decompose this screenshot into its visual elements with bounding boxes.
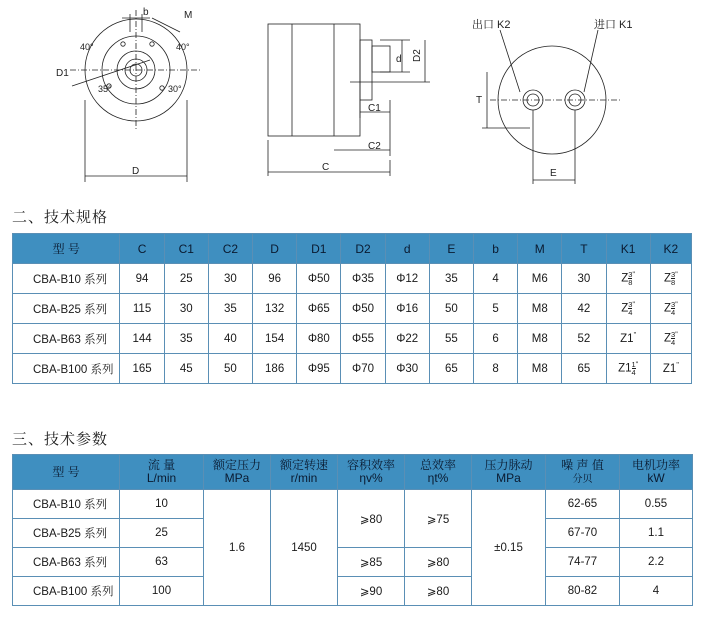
params-header-vol-eff: 容积效率 ηv% [338, 455, 405, 490]
spec-cell: Φ55 [341, 324, 385, 354]
params-power: 0.55 [620, 490, 693, 519]
params-header-pulsation: 压力脉动 MPa [472, 455, 546, 490]
spec-cell: 45 [164, 354, 208, 384]
spec-cell: 144 [120, 324, 164, 354]
label-small-d: d [396, 54, 402, 65]
params-model: CBA-B63 系列 [13, 548, 120, 577]
spec-row [13, 294, 692, 324]
spec-cell: Φ30 [385, 354, 429, 384]
spec-thread-k1: Z1" [606, 324, 650, 354]
spec-header-cell: K1 [606, 234, 650, 264]
spec-header-cell: K2 [650, 234, 691, 264]
label-m: M [184, 10, 193, 21]
params-total-eff: ⩾75 [405, 490, 472, 548]
params-power: 1.1 [620, 519, 693, 548]
spec-header-cell: M [518, 234, 562, 264]
side-view-drawing [268, 24, 430, 176]
label-angle-40-right: 40° [176, 42, 190, 52]
params-table [12, 454, 693, 606]
spec-header-cell: T [562, 234, 606, 264]
spec-table [12, 233, 692, 384]
spec-cell: 40 [208, 324, 252, 354]
spec-header-cell: C [120, 234, 164, 264]
spec-cell: M8 [518, 354, 562, 384]
spec-header-cell: d [385, 234, 429, 264]
spec-thread-k2: Z $\frac{3}{4}$ " [650, 324, 691, 354]
spec-cell: 35 [429, 264, 473, 294]
spec-cell: 115 [120, 294, 164, 324]
spec-row [13, 354, 692, 384]
params-rated-speed: 1450 [271, 490, 338, 606]
params-model: CBA-B100 系列 [13, 577, 120, 606]
label-outlet-k2: 出口 K2 [472, 19, 511, 31]
label-b: b [143, 7, 149, 18]
spec-cell: 96 [253, 264, 297, 294]
params-header-power: 电机功率 kW [620, 455, 693, 490]
label-d: D [132, 166, 140, 177]
spec-cell: Φ80 [297, 324, 341, 354]
label-e: E [550, 168, 557, 179]
params-flow: 100 [120, 577, 204, 606]
params-header-speed: 额定转速 r/min [271, 455, 338, 490]
spec-cell: M8 [518, 294, 562, 324]
label-d1: D1 [56, 68, 69, 79]
params-row [13, 548, 693, 577]
spec-cell: Φ22 [385, 324, 429, 354]
spec-cell: Φ35 [341, 264, 385, 294]
params-flow: 10 [120, 490, 204, 519]
spec-cell: M8 [518, 324, 562, 354]
params-power: 4 [620, 577, 693, 606]
spec-cell: 65 [562, 354, 606, 384]
port-view-drawing [482, 30, 620, 184]
spec-cell: Φ12 [385, 264, 429, 294]
spec-cell: Φ50 [297, 264, 341, 294]
spec-cell: 4 [473, 264, 517, 294]
section-title-specs: 二、技术规格 [12, 209, 109, 226]
spec-header-cell: D [253, 234, 297, 264]
spec-cell: 165 [120, 354, 164, 384]
spec-cell: 50 [429, 294, 473, 324]
spec-header-cell: D2 [341, 234, 385, 264]
spec-cell: 35 [164, 324, 208, 354]
params-header-total-eff: 总效率 ηt% [405, 455, 472, 490]
spec-cell: 8 [473, 354, 517, 384]
spec-cell: 6 [473, 324, 517, 354]
spec-cell: 186 [253, 354, 297, 384]
spec-cell: 65 [429, 354, 473, 384]
params-rated-pressure: 1.6 [204, 490, 271, 606]
front-view-drawing [70, 10, 200, 182]
label-angle-30: 30° [168, 84, 182, 94]
spec-header-row [13, 234, 692, 264]
params-total-eff: ⩾80 [405, 577, 472, 606]
params-vol-eff: ⩾85 [338, 548, 405, 577]
params-pulsation: ±0.15 [472, 490, 546, 606]
params-model: CBA-B25 系列 [13, 519, 120, 548]
spec-cell: 52 [562, 324, 606, 354]
spec-cell: 132 [253, 294, 297, 324]
params-header-pressure: 额定压力 MPa [204, 455, 271, 490]
port-view-labels [472, 17, 633, 179]
side-view-labels [322, 49, 423, 173]
spec-cell: 94 [120, 264, 164, 294]
spec-thread-k1: Z1 $\frac{1}{4}$ " [606, 354, 650, 384]
params-total-eff: ⩾80 [405, 548, 472, 577]
spec-cell: 42 [562, 294, 606, 324]
spec-cell: 30 [164, 294, 208, 324]
spec-thread-k2: Z1" [650, 354, 691, 384]
params-power: 2.2 [620, 548, 693, 577]
spec-thread-k1: Z $\frac{3}{4}$ " [606, 294, 650, 324]
spec-row [13, 264, 692, 294]
spec-model: CBA-B63 系列 [13, 324, 120, 354]
spec-header-cell: 型 号 [13, 234, 120, 264]
spec-cell: 25 [164, 264, 208, 294]
params-noise: 74-77 [546, 548, 620, 577]
spec-cell: 30 [562, 264, 606, 294]
label-d2: D2 [412, 49, 423, 62]
spec-header-cell: C1 [164, 234, 208, 264]
spec-cell: 30 [208, 264, 252, 294]
label-c1: C1 [368, 103, 381, 114]
spec-cell: Φ95 [297, 354, 341, 384]
label-c2: C2 [368, 141, 381, 152]
technical-drawings [0, 0, 701, 200]
label-t: T [476, 95, 483, 106]
label-c: C [322, 162, 330, 173]
spec-cell: 35 [208, 294, 252, 324]
params-model: CBA-B10 系列 [13, 490, 120, 519]
spec-model: CBA-B100 系列 [13, 354, 120, 384]
params-vol-eff: ⩾90 [338, 577, 405, 606]
params-noise: 62-65 [546, 490, 620, 519]
spec-model: CBA-B25 系列 [13, 294, 120, 324]
spec-cell: Φ50 [341, 294, 385, 324]
spec-cell: Φ70 [341, 354, 385, 384]
params-flow: 25 [120, 519, 204, 548]
params-header-model: 型 号 [13, 455, 120, 490]
label-angle-40-left: 40° [80, 42, 94, 52]
spec-cell: Φ16 [385, 294, 429, 324]
spec-cell: Φ65 [297, 294, 341, 324]
params-row [13, 577, 693, 606]
spec-cell: 154 [253, 324, 297, 354]
params-vol-eff: ⩾80 [338, 490, 405, 548]
params-flow: 63 [120, 548, 204, 577]
spec-cell: 5 [473, 294, 517, 324]
spec-thread-k1: Z $\frac{3}{8}$ " [606, 264, 650, 294]
label-angle-35: 35° [98, 84, 112, 94]
params-noise: 67-70 [546, 519, 620, 548]
section-title-params: 三、技术参数 [12, 431, 109, 448]
params-header-noise: 噪 声 值 分贝 [546, 455, 620, 490]
label-inlet-k1: 进口 K1 [594, 19, 633, 31]
spec-cell: 55 [429, 324, 473, 354]
params-noise: 80-82 [546, 577, 620, 606]
spec-cell: M6 [518, 264, 562, 294]
spec-header-cell: D1 [297, 234, 341, 264]
spec-model: CBA-B10 系列 [13, 264, 120, 294]
spec-header-cell: b [473, 234, 517, 264]
spec-row [13, 324, 692, 354]
params-header-flow: 流 量 L/min [120, 455, 204, 490]
spec-cell: 50 [208, 354, 252, 384]
spec-thread-k2: Z $\frac{3}{4}$ " [650, 294, 691, 324]
params-row [13, 490, 693, 519]
spec-thread-k2: Z $\frac{3}{8}$ " [650, 264, 691, 294]
params-header-row [13, 455, 693, 490]
spec-header-cell: E [429, 234, 473, 264]
front-view-labels [56, 7, 192, 177]
spec-header-cell: C2 [208, 234, 252, 264]
